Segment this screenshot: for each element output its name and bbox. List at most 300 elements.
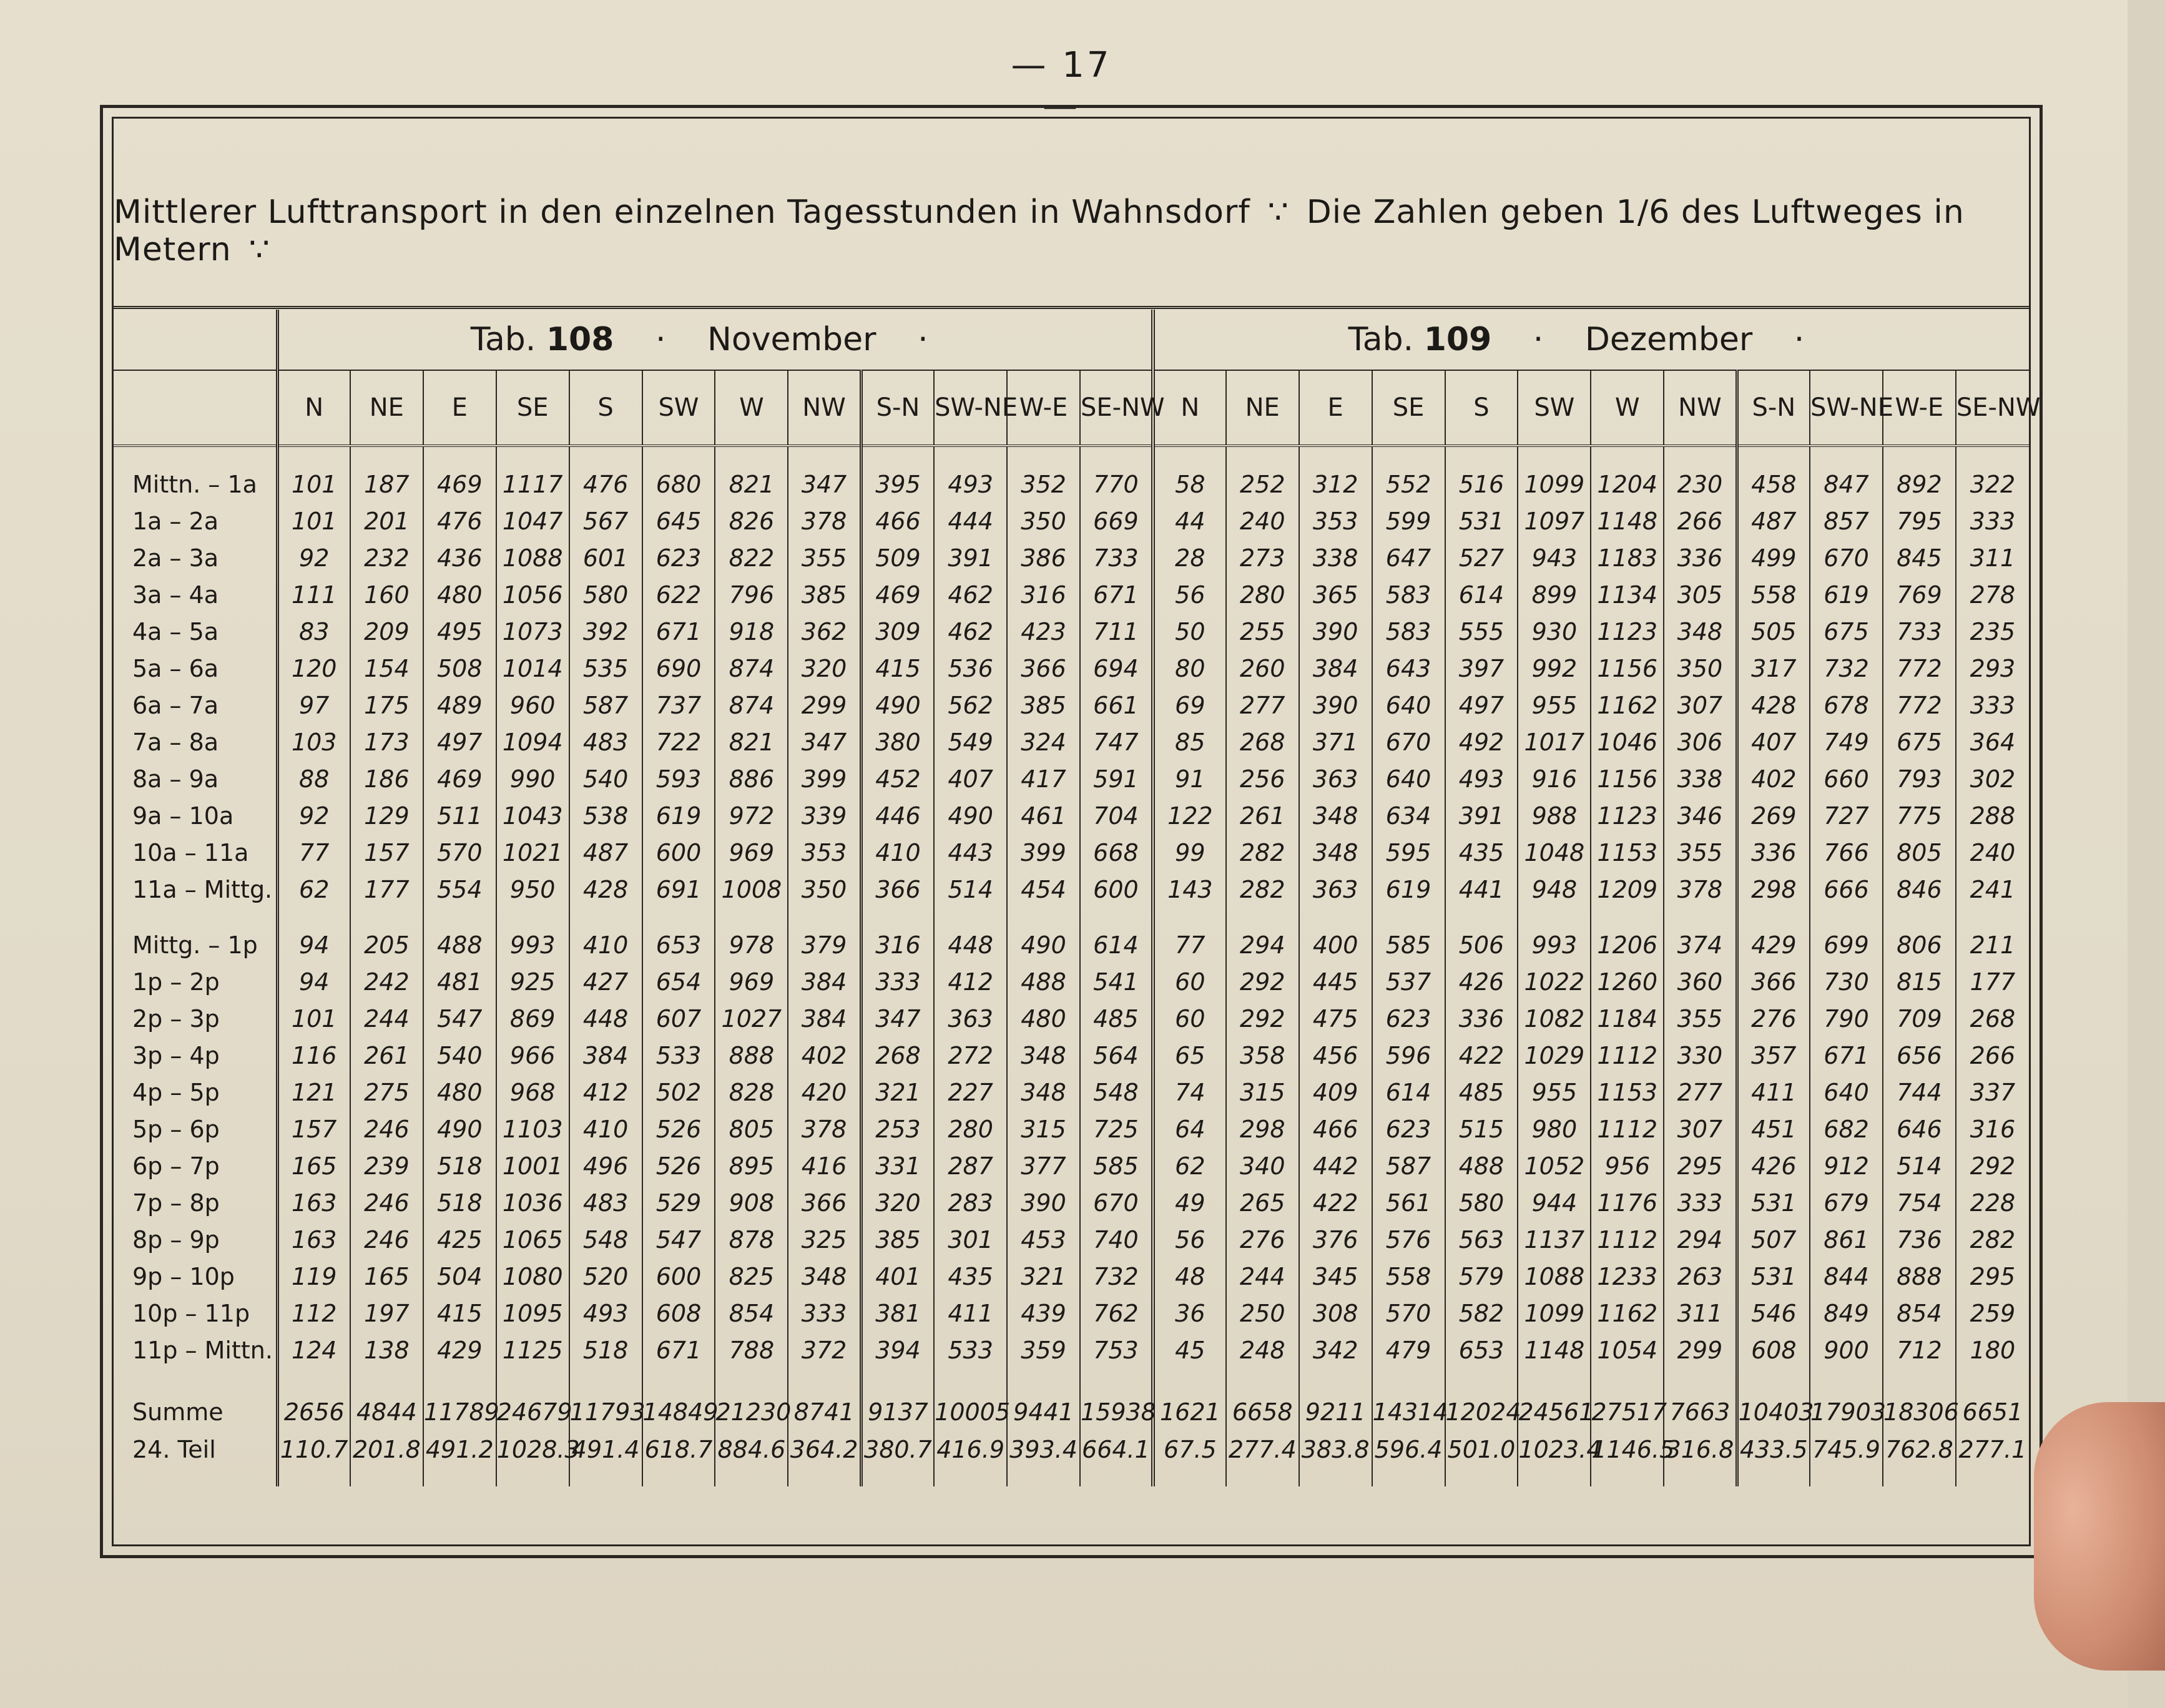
- table-cell: 337: [1956, 1074, 2029, 1111]
- table-cell: 730: [1810, 963, 1883, 1000]
- table-row: [114, 466, 2029, 503]
- table-cell: 409: [1299, 1074, 1372, 1111]
- table-row: [114, 539, 2029, 576]
- table-cell: 762.8: [1883, 1431, 1956, 1468]
- row-label: 2a – 3a: [114, 539, 277, 576]
- table-cell: 384: [569, 1037, 642, 1074]
- table-cell: 205: [350, 926, 423, 963]
- nov-dot-2: ·: [918, 321, 928, 358]
- table-cell: 506: [1445, 926, 1518, 963]
- table-cell: 614: [1080, 926, 1153, 963]
- table-cell: 805: [1883, 834, 1956, 871]
- table-cell: 504: [423, 1258, 496, 1295]
- row-label: 6a – 7a: [114, 687, 277, 724]
- table-cell: 950: [496, 871, 569, 908]
- table-cell: 725: [1080, 1111, 1153, 1147]
- table-row: [114, 1332, 2029, 1368]
- table-cell: 7663: [1664, 1368, 1737, 1431]
- table-cell: 392: [569, 613, 642, 650]
- table-cell: 439: [1007, 1295, 1080, 1332]
- gap-cell: [642, 908, 715, 926]
- table-cell: 242: [350, 963, 423, 1000]
- table-cell: 671: [1080, 576, 1153, 613]
- table-cell: 330: [1664, 1037, 1737, 1074]
- table-cell: 18306: [1883, 1368, 1956, 1431]
- table-cell: 691: [642, 871, 715, 908]
- table-row: [114, 1368, 2029, 1431]
- table-cell: 694: [1080, 650, 1153, 687]
- table-cell: 1112: [1591, 1111, 1664, 1147]
- table-cell: 62: [277, 871, 350, 908]
- table-cell: 338: [1299, 539, 1372, 576]
- table-cell: 943: [1518, 539, 1591, 576]
- table-cell: 385: [861, 1221, 934, 1258]
- table-cell: 426: [1445, 963, 1518, 1000]
- table-cell: 340: [1226, 1147, 1299, 1184]
- table-cell: 423: [1007, 613, 1080, 650]
- table-cell: 527: [1445, 539, 1518, 576]
- row-label: 6p – 7p: [114, 1147, 277, 1184]
- table-cell: 552: [1372, 466, 1445, 503]
- table-cell: 489: [423, 687, 496, 724]
- row-gap: [114, 908, 2029, 926]
- table-cell: 410: [569, 926, 642, 963]
- table-cell: 670: [1810, 539, 1883, 576]
- column-header-dec: W-E: [1883, 370, 1956, 446]
- table-cell: 103: [277, 724, 350, 760]
- table-cell: 462: [934, 576, 1007, 613]
- gap-cell: [114, 1468, 277, 1486]
- table-cell: 576: [1372, 1221, 1445, 1258]
- table-cell: 302: [1956, 760, 2029, 797]
- table-cell: 187: [350, 466, 423, 503]
- table-cell: 36: [1153, 1295, 1226, 1332]
- table-row: [114, 963, 2029, 1000]
- table-row: [114, 1037, 2029, 1074]
- table-cell: 483: [569, 724, 642, 760]
- table-cell: 428: [1737, 687, 1810, 724]
- table-cell: 1233: [1591, 1258, 1664, 1295]
- table-cell: 1043: [496, 797, 569, 834]
- column-header-dec: N: [1153, 370, 1226, 446]
- table-cell: 908: [715, 1184, 788, 1221]
- table-cell: 385: [788, 576, 861, 613]
- table-row: [114, 1184, 2029, 1221]
- table-cell: 345: [1299, 1258, 1372, 1295]
- table-cell: 623: [1372, 1000, 1445, 1037]
- gap-cell: [1372, 1468, 1445, 1486]
- table-cell: 56: [1153, 576, 1226, 613]
- data-table: [114, 310, 2041, 1486]
- table-cell: 1014: [496, 650, 569, 687]
- row-label: 11p – Mittn.: [114, 1332, 277, 1368]
- page-number: — 17 —: [1011, 45, 1112, 126]
- table-cell: 458: [1737, 466, 1810, 503]
- table-cell: 1048: [1518, 834, 1591, 871]
- table-cell: 884.6: [715, 1431, 788, 1468]
- table-cell: 587: [569, 687, 642, 724]
- table-cell: 275: [350, 1074, 423, 1111]
- table-cell: 175: [350, 687, 423, 724]
- table-cell: 490: [861, 687, 934, 724]
- table-cell: 1047: [496, 503, 569, 539]
- table-cell: 469: [861, 576, 934, 613]
- gap-cell: [934, 908, 1007, 926]
- table-cell: 1027: [715, 1000, 788, 1037]
- table-cell: 28: [1153, 539, 1226, 576]
- table-cell: 121: [277, 1074, 350, 1111]
- table-cell: 366: [861, 871, 934, 908]
- gap-cell: [569, 446, 642, 466]
- table-cell: 246: [350, 1184, 423, 1221]
- table-cell: 874: [715, 687, 788, 724]
- table-cell: 497: [423, 724, 496, 760]
- row-label: 8a – 9a: [114, 760, 277, 797]
- row-label: 10p – 11p: [114, 1295, 277, 1332]
- table-cell: 339: [788, 797, 861, 834]
- table-cell: 567: [569, 503, 642, 539]
- table-cell: 119: [277, 1258, 350, 1295]
- gap-cell: [1883, 908, 1956, 926]
- table-cell: 495: [423, 613, 496, 650]
- gap-cell: [1810, 908, 1883, 926]
- table-cell: 355: [1664, 834, 1737, 871]
- table-cell: 180: [1956, 1332, 2029, 1368]
- table-cell: 737: [642, 687, 715, 724]
- table-cell: 391: [1445, 797, 1518, 834]
- table-cell: 385: [1007, 687, 1080, 724]
- dec-month: Dezember: [1584, 321, 1753, 358]
- table-cell: 485: [1445, 1074, 1518, 1111]
- table-cell: 241: [1956, 871, 2029, 908]
- table-cell: 14314: [1372, 1368, 1445, 1431]
- gap-cell: [1591, 908, 1664, 926]
- table-cell: 435: [1445, 834, 1518, 871]
- table-cell: 282: [1226, 834, 1299, 871]
- table-cell: 671: [642, 613, 715, 650]
- table-cell: 1022: [1518, 963, 1591, 1000]
- table-cell: 593: [642, 760, 715, 797]
- table-cell: 294: [1664, 1221, 1737, 1258]
- table-cell: 547: [642, 1221, 715, 1258]
- table-cell: 492: [1445, 724, 1518, 760]
- table-cell: 538: [569, 797, 642, 834]
- table-cell: 483: [569, 1184, 642, 1221]
- table-cell: 466: [1299, 1111, 1372, 1147]
- table-cell: 299: [788, 687, 861, 724]
- table-cell: 815: [1883, 963, 1956, 1000]
- table-cell: 772: [1883, 650, 1956, 687]
- row-label: 9p – 10p: [114, 1258, 277, 1295]
- table-cell: 435: [934, 1258, 1007, 1295]
- table-cell: 280: [934, 1111, 1007, 1147]
- table-cell: 733: [1080, 539, 1153, 576]
- table-cell: 1088: [496, 539, 569, 576]
- table-cell: 261: [1226, 797, 1299, 834]
- table-cell: 333: [861, 963, 934, 1000]
- table-cell: 1036: [496, 1184, 569, 1221]
- table-cell: 448: [569, 1000, 642, 1037]
- table-cell: 287: [934, 1147, 1007, 1184]
- table-cell: 1065: [496, 1221, 569, 1258]
- gap-cell: [350, 1468, 423, 1486]
- row-label: Mittn. – 1a: [114, 466, 277, 503]
- gap-cell: [1226, 446, 1299, 466]
- label-header-cell: [114, 370, 277, 446]
- table-cell: 562: [934, 687, 1007, 724]
- table-cell: 17903: [1810, 1368, 1883, 1431]
- table-cell: 273: [1226, 539, 1299, 576]
- gap-cell: [277, 908, 350, 926]
- table-cell: 91: [1153, 760, 1226, 797]
- table-cell: 531: [1737, 1184, 1810, 1221]
- column-header-nov: SE: [496, 370, 569, 446]
- table-cell: 307: [1664, 687, 1737, 724]
- table-cell: 292: [1956, 1147, 2029, 1184]
- table-cell: 993: [1518, 926, 1591, 963]
- table-cell: 67.5: [1153, 1431, 1226, 1468]
- table-cell: 379: [788, 926, 861, 963]
- column-header-dec: S-N: [1737, 370, 1810, 446]
- table-cell: 333: [1956, 687, 2029, 724]
- table-cell: 331: [861, 1147, 934, 1184]
- dec-dot-2: ·: [1794, 321, 1805, 358]
- table-cell: 546: [1737, 1295, 1810, 1332]
- table-cell: 357: [1737, 1037, 1810, 1074]
- gap-cell: [1518, 446, 1591, 466]
- table-cell: 599: [1372, 503, 1445, 539]
- table-cell: 796: [715, 576, 788, 613]
- table-cell: 766: [1810, 834, 1883, 871]
- table-cell: 690: [642, 650, 715, 687]
- table-cell: 56: [1153, 1221, 1226, 1258]
- gap-cell: [1664, 908, 1737, 926]
- table-cell: 643: [1372, 650, 1445, 687]
- table-cell: 640: [1372, 687, 1445, 724]
- row-label: 9a – 10a: [114, 797, 277, 834]
- table-cell: 446: [861, 797, 934, 834]
- table-cell: 336: [1664, 539, 1737, 576]
- title-left: Mittlerer Lufttransport in den einzelnen Tagesstunden in Wahnsdorf: [114, 194, 1250, 231]
- table-cell: 526: [642, 1147, 715, 1184]
- table-cell: 399: [1007, 834, 1080, 871]
- table-cell: 570: [1372, 1295, 1445, 1332]
- table-cell: 669: [1080, 503, 1153, 539]
- table-cell: 232: [350, 539, 423, 576]
- table-cell: 481: [423, 963, 496, 1000]
- column-header-dec: S: [1445, 370, 1518, 446]
- table-cell: 654: [642, 963, 715, 1000]
- gap-cell: [1810, 446, 1883, 466]
- table-cell: 92: [277, 797, 350, 834]
- table-cell: 491.4: [569, 1431, 642, 1468]
- gap-cell: [1664, 446, 1737, 466]
- table-cell: 680: [642, 466, 715, 503]
- table-cell: 157: [277, 1111, 350, 1147]
- table-cell: 869: [496, 1000, 569, 1037]
- table-cell: 10403: [1737, 1368, 1810, 1431]
- table-cell: 653: [1445, 1332, 1518, 1368]
- table-cell: 960: [496, 687, 569, 724]
- table-cell: 514: [1883, 1147, 1956, 1184]
- table-cell: 186: [350, 760, 423, 797]
- gap-cell: [423, 908, 496, 926]
- row-label: 4p – 5p: [114, 1074, 277, 1111]
- table-cell: 549: [934, 724, 1007, 760]
- table-row: [114, 650, 2029, 687]
- table-cell: 600: [642, 834, 715, 871]
- gap-cell: [934, 446, 1007, 466]
- table-cell: 309: [861, 613, 934, 650]
- table-cell: 60: [1153, 1000, 1226, 1037]
- gap-cell: [861, 1468, 934, 1486]
- table-cell: 1162: [1591, 687, 1664, 724]
- gap-cell: [1372, 446, 1445, 466]
- table-cell: 845: [1883, 539, 1956, 576]
- table-cell: 364: [1956, 724, 2029, 760]
- table-cell: 570: [423, 834, 496, 871]
- table-cell: 614: [1445, 576, 1518, 613]
- table-cell: 240: [1956, 834, 2029, 871]
- gap-cell: [1445, 1468, 1518, 1486]
- gap-cell: [1956, 446, 2029, 466]
- table-cell: 45: [1153, 1332, 1226, 1368]
- table-cell: 363: [934, 1000, 1007, 1037]
- row-label: 8p – 9p: [114, 1221, 277, 1258]
- table-cell: 228: [1956, 1184, 2029, 1221]
- table-cell: 601: [569, 539, 642, 576]
- table-cell: 420: [788, 1074, 861, 1111]
- table-cell: 671: [642, 1332, 715, 1368]
- gap-cell: [496, 1468, 569, 1486]
- table-cell: 480: [1007, 1000, 1080, 1037]
- table-cell: 211: [1956, 926, 2029, 963]
- gap-cell: [715, 908, 788, 926]
- table-cell: 442: [1299, 1147, 1372, 1184]
- table-cell: 490: [934, 797, 1007, 834]
- table-row: [114, 724, 2029, 760]
- table-cell: 740: [1080, 1221, 1153, 1258]
- table-cell: 85: [1153, 724, 1226, 760]
- table-cell: 772: [1883, 687, 1956, 724]
- table-cell: 393.4: [1007, 1431, 1080, 1468]
- table-cell: 443: [934, 834, 1007, 871]
- table-row: [114, 503, 2029, 539]
- row-gap: [114, 1468, 2029, 1486]
- table-cell: 712: [1883, 1332, 1956, 1368]
- table-cell: 826: [715, 503, 788, 539]
- table-cell: 416: [788, 1147, 861, 1184]
- table-cell: 347: [788, 724, 861, 760]
- table-cell: 547: [423, 1000, 496, 1037]
- table-cell: 306: [1664, 724, 1737, 760]
- table-cell: 429: [1737, 926, 1810, 963]
- table-cell: 316: [1956, 1111, 2029, 1147]
- row-label: 3p – 4p: [114, 1037, 277, 1074]
- table-cell: 505: [1737, 613, 1810, 650]
- table-cell: 661: [1080, 687, 1153, 724]
- nov-tab-label: Tab.: [470, 321, 536, 358]
- table-cell: 348: [1007, 1074, 1080, 1111]
- table-cell: 111: [277, 576, 350, 613]
- table-cell: 496: [569, 1147, 642, 1184]
- table-cell: 295: [1956, 1258, 2029, 1295]
- table-cell: 412: [934, 963, 1007, 1000]
- table-cell: 324: [1007, 724, 1080, 760]
- table-cell: 1260: [1591, 963, 1664, 1000]
- table-cell: 384: [788, 1000, 861, 1037]
- table-cell: 600: [1080, 871, 1153, 908]
- table-cell: 888: [715, 1037, 788, 1074]
- table-cell: 533: [934, 1332, 1007, 1368]
- table-cell: 660: [1810, 760, 1883, 797]
- gap-cell: [1445, 446, 1518, 466]
- table-cell: 1088: [1518, 1258, 1591, 1295]
- gap-cell: [934, 1468, 1007, 1486]
- table-cell: 1021: [496, 834, 569, 871]
- table-cell: 11789: [423, 1368, 496, 1431]
- table-cell: 317: [1737, 650, 1810, 687]
- table-group-header: [114, 310, 2029, 370]
- table-cell: 101: [277, 1000, 350, 1037]
- table-cell: 682: [1810, 1111, 1883, 1147]
- table-row: [114, 1431, 2029, 1468]
- table-cell: 619: [1372, 871, 1445, 908]
- table-cell: 353: [788, 834, 861, 871]
- table-cell: 8741: [788, 1368, 861, 1431]
- table-cell: 240: [1226, 503, 1299, 539]
- table-cell: 1156: [1591, 650, 1664, 687]
- column-header-dec: SE-NW: [1956, 370, 2029, 446]
- table-cell: 846: [1883, 871, 1956, 908]
- table-row: [114, 834, 2029, 871]
- row-label: 4a – 5a: [114, 613, 277, 650]
- table-cell: 1184: [1591, 1000, 1664, 1037]
- table-cell: 364.2: [788, 1431, 861, 1468]
- column-header-nov: NW: [788, 370, 861, 446]
- table-cell: 526: [642, 1111, 715, 1147]
- table-cell: 744: [1883, 1074, 1956, 1111]
- gap-cell: [114, 446, 277, 466]
- table-cell: 775: [1883, 797, 1956, 834]
- column-header-dec: E: [1299, 370, 1372, 446]
- table-cell: 732: [1080, 1258, 1153, 1295]
- table-cell: 1156: [1591, 760, 1664, 797]
- table-cell: 1001: [496, 1147, 569, 1184]
- table-cell: 645: [642, 503, 715, 539]
- table-cell: 263: [1664, 1258, 1737, 1295]
- table-cell: 821: [715, 466, 788, 503]
- table-cell: 614: [1372, 1074, 1445, 1111]
- table-cell: 675: [1810, 613, 1883, 650]
- table-cell: 1046: [1591, 724, 1664, 760]
- table-cell: 390: [1007, 1184, 1080, 1221]
- table-cell: 378: [1664, 871, 1737, 908]
- table-cell: 77: [1153, 926, 1226, 963]
- table-cell: 69: [1153, 687, 1226, 724]
- table-cell: 822: [715, 539, 788, 576]
- table-cell: 360: [1664, 963, 1737, 1000]
- row-label: 3a – 4a: [114, 576, 277, 613]
- table-cell: 259: [1956, 1295, 2029, 1332]
- title-right: Die Zahlen geben 1/6 des Luftweges in Metern: [114, 194, 1965, 268]
- table-frame: [100, 105, 2043, 1558]
- table-cell: 88: [277, 760, 350, 797]
- table-cell: 383.8: [1299, 1431, 1372, 1468]
- gap-cell: [277, 1468, 350, 1486]
- table-cell: 12024: [1445, 1368, 1518, 1431]
- table-cell: 653: [642, 926, 715, 963]
